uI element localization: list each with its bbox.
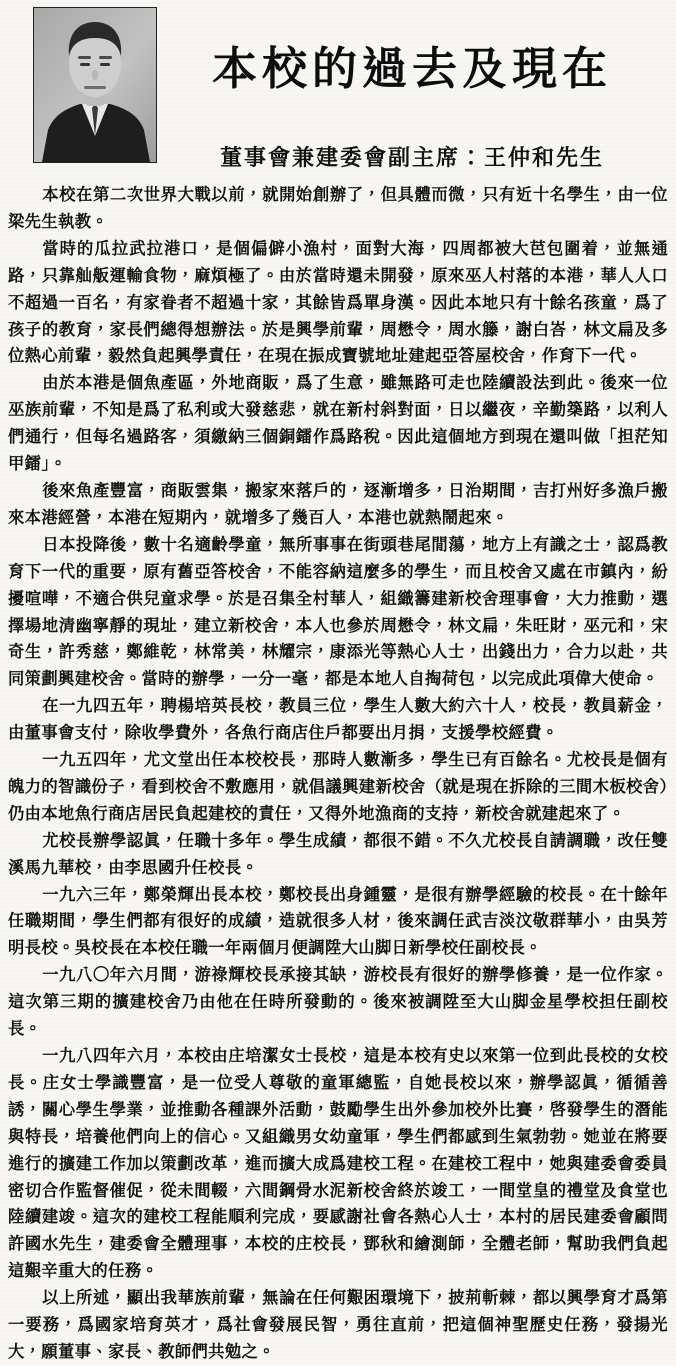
paragraph: 日本投降後，數十名適齡學童，無所事事在街頭巷尾閒蕩，地方上有識之士，認爲教育下一代的重要，原有舊亞答校舍，不能容納這麼多的學生，而且校舍又處在市鎮內，紛擾喧嘩，不適合供兒童求學。於是召集全村華人，組織籌建新校舍理事會，大力推動，選擇場地清幽寧靜的現址，建立新校舍，本人也參於周懋令，林文扁，朱旺財，巫元和，宋奇生，許秀慈，鄭維乾，林常美，林耀宗，康添光等熱心人士，出錢出力，合力以赴，共同策劃興建校舍。當時的辦學，一分一毫，都是本地人自掏荷包，以完成此項偉大使命。 xyxy=(8,534,668,689)
page-title: 本校的過去及現在 xyxy=(211,43,612,94)
paragraph: 尤校長辦學認眞，任職十多年。學生成績，都很不錯。不久尤校長自請調職，改任雙溪馬九華校，由李思國升任校長。 xyxy=(8,830,668,877)
document-header xyxy=(8,4,668,172)
paragraph: 後來魚產豐富，商販雲集，搬家來落戶的，逐漸增多，日治期間，吉打州好多漁戶搬來本港經營，本港在短期內，就增多了幾百人，本港也就熱鬧起來。 xyxy=(8,480,668,527)
paragraph: 當時的瓜拉武拉港口，是個偏僻小漁村，面對大海，四周都被大芭包圍着，並無通路，只靠舢舨運輸食物，麻煩極了。由於當時還未開發，原來巫人村落的本港，華人人口不超過一百名，有家眷者不超過十家，其餘皆爲單身漢。因此本地只有十餘名孩童，爲了孩子的教育，家長們總得想辦法。於是興學前輩，周懋令，周水籐，謝白峇，林文扁及多位熱心前輩，毅然負起興學責任，在現在振成寶號地址建起亞答屋校舍，作育下一代。 xyxy=(8,238,668,366)
paragraph: 在一九四五年，聘楊培英長校，教員三位，學生人數大約六十人，校長，教員薪金，由董事會支付，除收學費外，各魚行商店住戶都要出月捐，支援學校經費。 xyxy=(8,696,668,743)
paragraph: 一九八四年六月，本校由庄培潔女士長校，這是本校有史以來第一位到此長校的女校長。庄女士學識豐富，是一位受人尊敬的童軍總監，自她長校以來，辦學認眞，循循善誘，關心學生學業，並推動各種課外活動，鼓勵學生出外參加校外比賽，啓發學生的潛能與特長，培養他們向上的信心。又組織男女幼童軍，學生們都感到生氣勃勃。她並在將要進行的擴建工作加以策劃改革，進而擴大成爲建校工程。在建校工程中，她與建委會委員密切合作監督催促，從未間輟，六間鋼骨水泥新校舍終於竣工，一間堂皇的禮堂及食堂也陸續建竣。這次的建校工程能順利完成，要感謝社會各熱心人士，本村的居民建委會顧問許國水先生，建委會全體理事，本校的庄校長，鄧秋和繪測師，全體老師，幫助我們負起這艱辛重大的任務。 xyxy=(8,1046,668,1281)
page-subtitle: 董事會兼建委會副主席：王仲和先生 xyxy=(219,145,604,170)
article-body xyxy=(8,182,668,1366)
paragraph: 一九五四年，尤文堂出任本校校長，那時人數漸多，學生已有百餘名。尤校長是個有魄力的智識份子，看到校舍不敷應用，就倡議興建新校舍（就是現在拆除的三間木板校舍）仍由本地魚行商店居民負起建校的責任，又得外地漁商的支持，新校舍就建起來了。 xyxy=(8,750,668,823)
paragraph: 一九八〇年六月間，游祿輝校長承接其缺，游校長有很好的辦學修養，是一位作家。這次第三期的擴建校舍乃由他在任時所發動的。後來被調陞至大山脚金星學校担任副校長。 xyxy=(8,965,668,1039)
paragraph: 以上所述，顯出我華族前輩，無論在任何艱困環境下，披荊斬棘，都以興學育才爲第一要務，爲國家培育英才，爲社會發展民智，勇往直前，把這個神聖歷史任務，發揚光大，願董事、家長、教師們共勉之。 xyxy=(8,1288,668,1361)
title-block xyxy=(156,4,668,172)
portrait-photo xyxy=(34,8,156,162)
paragraph: 由於本港是個魚產區，外地商販，爲了生意，雖無路可走也陸續設法到此。後來一位巫族前輩，不知是爲了私利或大發慈悲，就在新村斜對面，日以繼夜，辛勤築路，以利人們通行，但每名過路客，須繳納三個銅鐳作爲路稅。因此這個地方到現在還叫做「担茫知甲鐳」。 xyxy=(8,373,668,474)
paragraph: 一九六三年，鄭榮輝出長本校，鄭校長出身鍾靈，是很有辦學經驗的校長。在十餘年任職期間，學生們都有很好的成績，造就很多人材，後來調任武吉淡汶敬群華小，由吳芳明長校。吳校長在本校任職一年兩個月便調陞大山脚日新學校任副校長。 xyxy=(8,884,668,958)
paragraph: 本校在第二次世界大戰以前，就開始創辦了，但具體而微，只有近十名學生，由一位梁先生執教。 xyxy=(8,185,668,231)
